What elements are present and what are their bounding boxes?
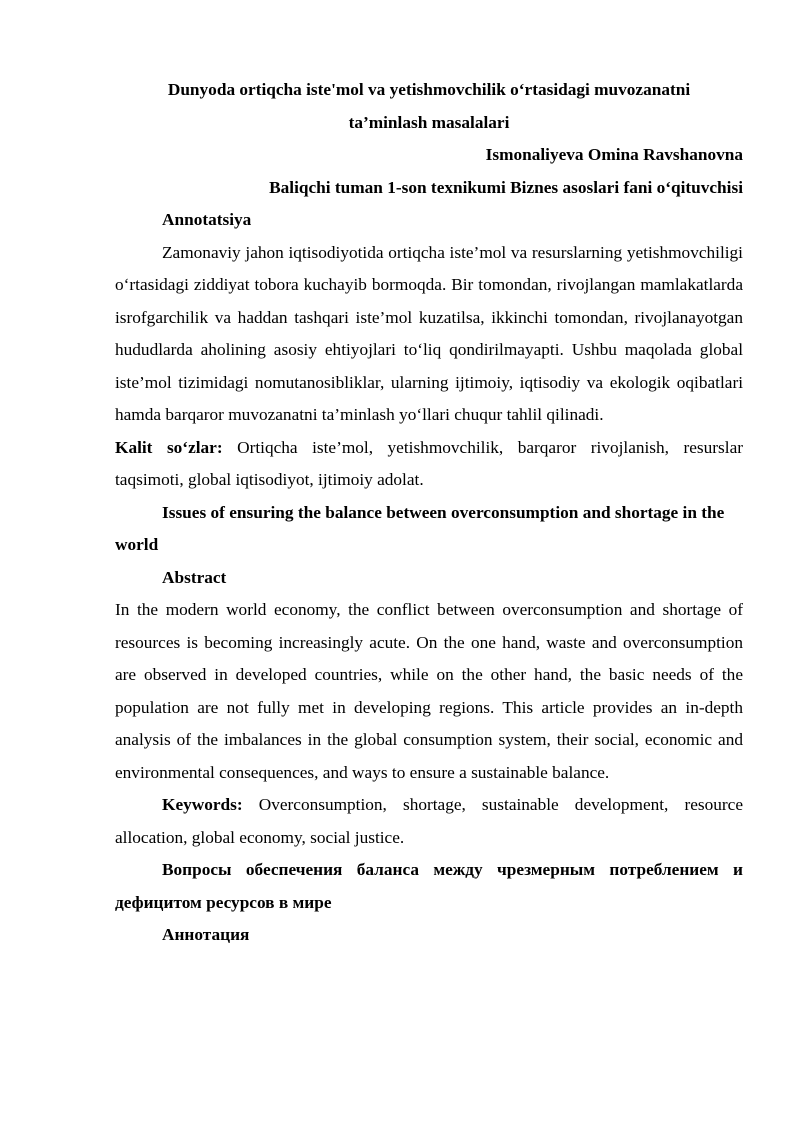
en-keywords-text: Overconsumption, shortage, sustainable development, resource allocation, global economy, social justice. [115,795,743,847]
title-line-2: ta’minlash masalalari [348,112,510,132]
author-name: Ismonaliyeva Omina Ravshanovna [485,145,743,164]
ru-title: Вопросы обеспечения баланса между чрезмерным потреблением и дефицитом ресурсов в мире [115,860,743,912]
en-keywords-label: Keywords: [162,795,243,814]
en-title: Issues of ensuring the balance between overconsumption and shortage in the world [115,502,725,554]
document-page [115,74,743,952]
en-keywords [115,789,743,854]
uz-abstract-heading: Annotatsiya [162,210,252,229]
uz-keywords-label: Kalit so‘zlar: [115,437,223,457]
title-line-1: Dunyoda ortiqcha iste'mol va yetishmovchilik o‘rtasidagi muvozanatni [167,80,691,99]
ru-abstract-heading: Аннотация [162,925,250,944]
author-affiliation: Baliqchi tuman 1-son texnikumi Biznes asoslari fani o‘qituvchisi [269,177,743,197]
en-abstract-text: In the modern world economy, the conflict between overconsumption and shortage of resources is becoming increasingly acute. On the one hand, waste and overconsumption are observed in developed countries, while on the other hand, the basic needs of the population are not fully met in developing regions. This article provides an in-depth analysis of the imbalances in the global consumption system, their social, economic and environmental consequences, and ways to ensure a sustainable balance. [115,600,743,782]
uz-abstract-text: Zamonaviy jahon iqtisodiyotida ortiqcha iste’mol va resurslarning yetishmovchiligi o‘rtasidagi ziddiyat tobora kuchayib bormoqda. Bir tomondan, rivojlangan mamlakatlarda isrofgarchilik va haddan tashqari iste’mol kuzatilsa, ikkinchi tomondan, rivojlanayotgan hududlarda aholining asosiy ehtiyojlari to‘liq qondirilmayapti. Ushbu maqolada global iste’mol tizimidagi nomutanosibliklar, ularning ijtimoiy, iqtisodiy va ekologik oqibatlari hamda barqaror muvozanatni ta’minlash yo‘llari chuqur tahlil qilinadi. [115,242,743,424]
uz-keywords [115,432,743,497]
uz-keywords-text: Ortiqcha iste’mol, yetishmovchilik, barqaror rivojlanish, resurslar taqsimoti, global iqtisodiyot, ijtimoiy adolat. [115,437,743,489]
en-abstract-heading: Abstract [162,567,227,587]
